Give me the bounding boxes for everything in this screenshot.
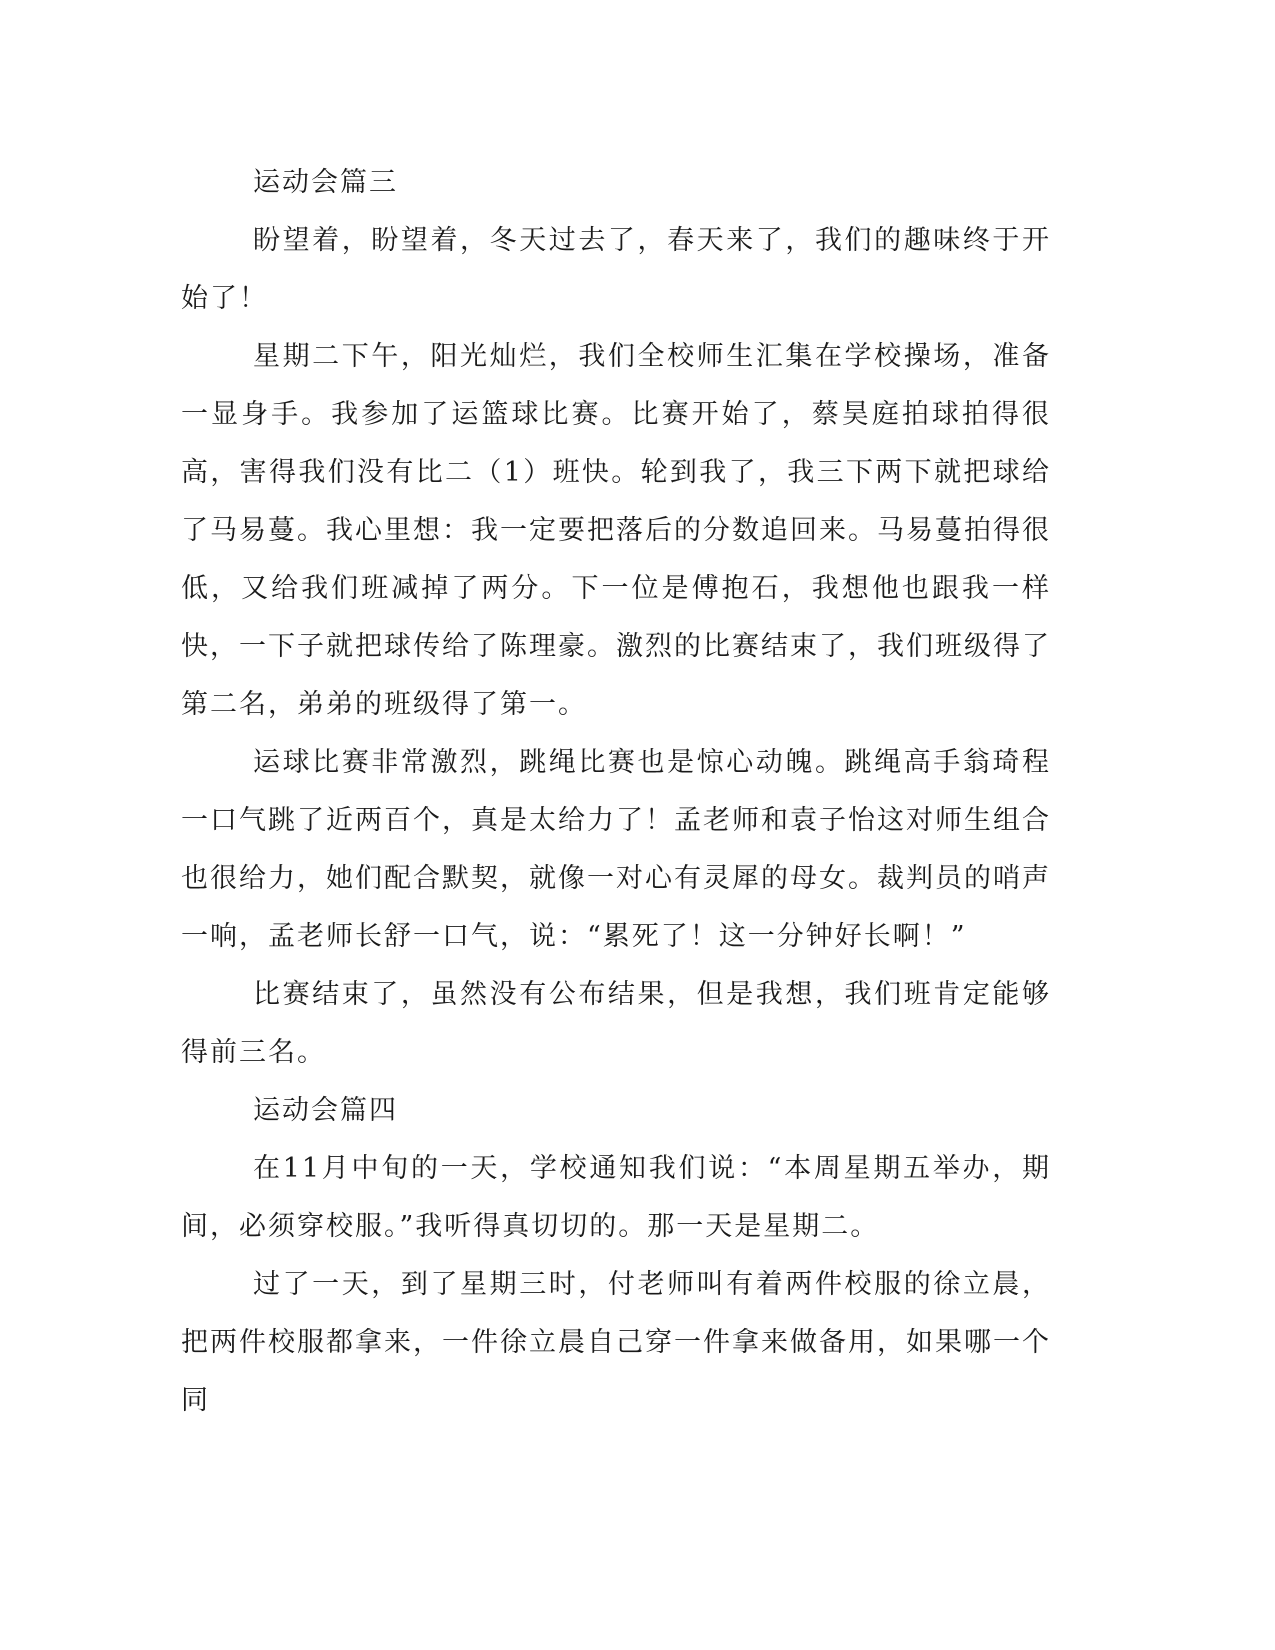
paragraph: 在11月中旬的一天，学校通知我们说：“本周星期五举办，期间，必须穿校服。”我听得真切切的。那一天是星期二。 bbox=[181, 1153, 1051, 1242]
paragraph: 星期二下午，阳光灿烂，我们全校师生汇集在学校操场，准备一显身手。我参加了运篮球比赛。比赛开始了，蔡昊庭拍球拍得很高，害得我们没有比二（1）班快。轮到我了，我三下两下就把球给了马易蔓。我心里想：我一定要把落后的分数追回来。马易蔓拍得很低，又给我们班减掉了两分。下一位是傅抱石，我想他也跟我一样快，一下子就把球传给了陈理豪。激烈的比赛结束了，我们班级得了第二名，弟弟的班级得了第一。 bbox=[181, 341, 1051, 720]
paragraph: 运球比赛非常激烈，跳绳比赛也是惊心动魄。跳绳高手翁琦程一口气跳了近两百个，真是太给力了！孟老师和袁子怡这对师生组合也很给力，她们配合默契，就像一对心有灵犀的母女。裁判员的哨声一响，孟老师长舒一口气，说：“累死了！这一分钟好长啊！” bbox=[181, 747, 1051, 952]
document-body bbox=[181, 154, 1051, 1430]
paragraph: 盼望着，盼望着，冬天过去了，春天来了，我们的趣味终于开始了！ bbox=[181, 225, 1051, 314]
section-heading-4: 运动会篇四 bbox=[253, 1095, 398, 1126]
paragraph: 比赛结束了，虽然没有公布结果，但是我想，我们班肯定能够得前三名。 bbox=[181, 979, 1051, 1068]
section-heading-3: 运动会篇三 bbox=[253, 167, 398, 198]
paragraph: 过了一天，到了星期三时，付老师叫有着两件校服的徐立晨，把两件校服都拿来，一件徐立晨自己穿一件拿来做备用，如果哪一个同 bbox=[181, 1269, 1051, 1416]
